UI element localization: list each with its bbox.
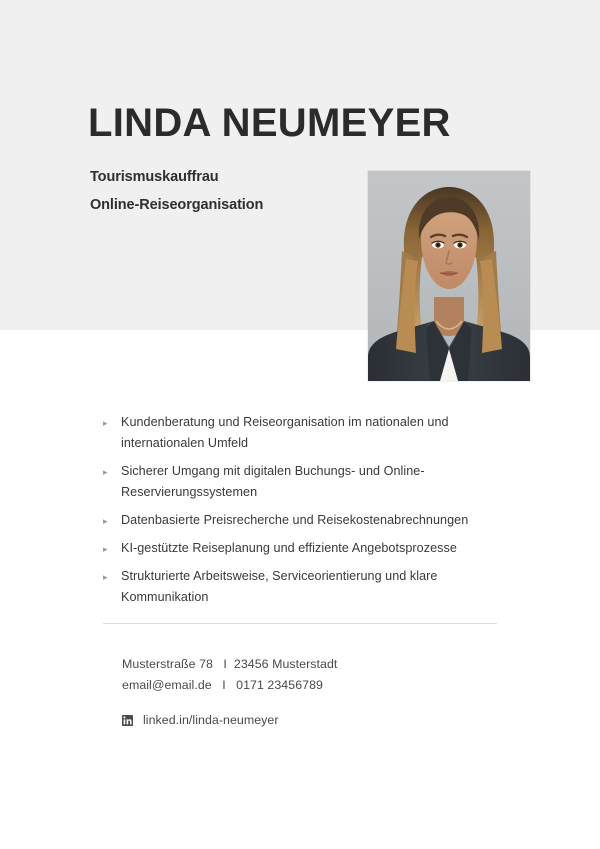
bullet-triangle-icon: ▸ xyxy=(103,467,108,477)
bullet-triangle-icon: ▸ xyxy=(103,516,108,526)
contact-address: Musterstraße 78 I 23456 Musterstadt xyxy=(122,657,338,671)
bullet-triangle-icon: ▸ xyxy=(103,572,108,582)
subtitle-line-2: Online-Reiseorganisation xyxy=(90,197,264,213)
list-item xyxy=(103,510,503,531)
linkedin-link[interactable] xyxy=(122,713,279,727)
list-item xyxy=(103,566,503,608)
list-item-label: KI-gestützte Reiseplanung und effiziente Angebotsprozesse xyxy=(121,541,457,555)
bullet-triangle-icon: ▸ xyxy=(103,544,108,554)
list-item xyxy=(103,461,503,503)
list-item-label: Kundenberatung und Reiseorganisation im nationalen und internationalen Umfeld xyxy=(121,415,449,450)
list-item-label: Sicherer Umgang mit digitalen Buchungs- und Online-Reservierungssystemen xyxy=(121,464,425,499)
list-item xyxy=(103,538,503,559)
page-title: LINDA NEUMEYER xyxy=(88,101,451,145)
bullet-triangle-icon: ▸ xyxy=(103,418,108,428)
portrait-illustration xyxy=(368,171,530,381)
subtitle-line-1: Tourismuskauffrau xyxy=(90,169,219,185)
list-item xyxy=(103,412,503,454)
contact-email-phone: email@email.de I 0171 23456789 xyxy=(122,678,323,692)
linkedin-icon xyxy=(122,715,133,726)
linkedin-handle: linked.in/linda-neumeyer xyxy=(143,713,279,727)
portrait-photo xyxy=(368,171,530,381)
skills-list xyxy=(103,412,503,615)
section-divider xyxy=(103,623,497,624)
list-item-label: Datenbasierte Preisrecherche und Reisekostenabrechnungen xyxy=(121,513,469,527)
subtitle-block xyxy=(90,163,360,219)
contact-block xyxy=(122,654,502,696)
list-item-label: Strukturierte Arbeitsweise, Serviceorientierung und klare Kommunikation xyxy=(121,569,438,604)
